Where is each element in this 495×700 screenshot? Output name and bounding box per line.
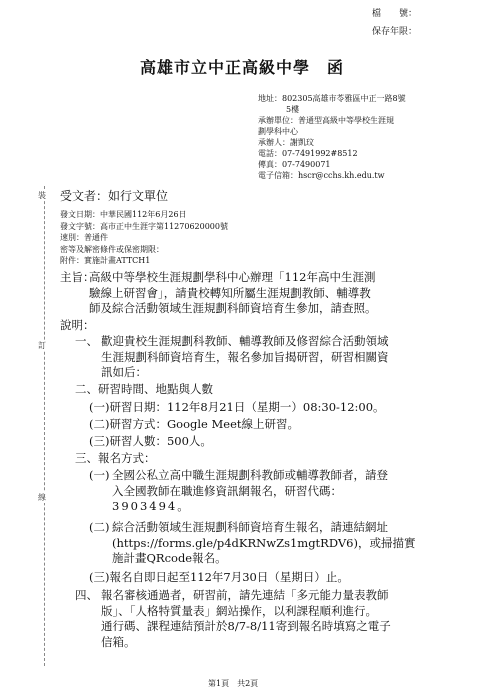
section-4-line: 報名審核通過者，研習前，請先連結「多元能力量表教師	[101, 588, 389, 602]
section-3-item-3: (三)報名自即日起至112年7月30日（星期日）止。	[89, 570, 349, 584]
section-3-item-2-line: 施計畫QRcode報名。	[112, 551, 227, 566]
file-number-label: 檔 號：	[372, 9, 418, 19]
subject-label: 主旨：	[60, 270, 95, 284]
section-3-item-1-text	[112, 468, 388, 515]
section-1-line: 歡迎貴校生涯規劃科教師、輔導教師及修習綜合活動領域	[101, 334, 389, 348]
contact-block	[258, 93, 406, 181]
section-3-item-1-line: 全國公私立高中職生涯規劃科教師或輔導教師者，請登	[112, 468, 388, 482]
speed: 速別：普通件	[60, 233, 108, 242]
section-3-item-1-line: 入全國教師在職進修資訊網報名，研習代碼：	[112, 483, 342, 498]
issue-date: 發文日期：中華民國112年6月26日	[60, 210, 187, 219]
section-4-text	[101, 588, 391, 650]
secrecy: 密等及解密條件或保密期限：	[60, 244, 164, 254]
section-3-heading: 三、報名方式：	[75, 451, 156, 465]
binding-line	[44, 186, 45, 666]
retention-label: 保存年限：	[372, 27, 418, 37]
section-3-item-2-label: (二)	[89, 520, 110, 534]
recipient: 受文者：如行文單位	[60, 189, 169, 203]
section-2-item-3: (三)研習人數：500人。	[89, 434, 212, 448]
section-2-item-1: (一)研習日期：112年8月21日（星期一）08:30-12:00。	[89, 400, 385, 414]
section-3-item-2-line: (https://forms.gle/p4dKRNwZs1mgtRDV6)，或掃描實	[112, 535, 416, 550]
subject-line: 師及綜合活動領域生涯規劃科師資培育生參加，請查照。	[89, 301, 377, 316]
section-4-line: 通行碼、課程連結預計於8/7-8/11寄到報名時填寫之電子	[101, 619, 391, 634]
section-3-item-2-line: 綜合活動領域生涯規劃科師資培育生報名，請連結網址	[112, 520, 388, 534]
page-footer: 第1頁 共2頁	[208, 679, 259, 688]
section-1-line: 生涯規劃科師資培育生，報名參加旨揭研習，研習相關資	[101, 349, 389, 364]
contact-address: 地址：802305高雄市苓雅區中正一路8號	[258, 94, 406, 103]
section-3-item-1-line: 3903494。	[112, 499, 191, 514]
contact-person: 承辦人：謝凱玟	[258, 138, 314, 147]
contact-email: 電子信箱：hscr@cchs.kh.edu.tw	[258, 171, 385, 180]
contact-dept: 承辦單位：普通型高級中等學校生涯規	[258, 116, 394, 125]
margin-mark-ding: 訂	[38, 341, 46, 350]
section-1-text	[101, 334, 389, 381]
margin-mark-xian: 線	[38, 493, 46, 502]
attachment: 附件：實施計畫ATTCH1	[60, 256, 151, 265]
section-2-item-2: (二)研習方式：Google Meet線上研習。	[89, 417, 300, 431]
section-4-line: 信箱。	[101, 634, 136, 649]
margin-mark-zhuang: 裝	[38, 191, 46, 200]
contact-address-cont: 5樓	[286, 105, 300, 114]
section-1-label: 一、	[75, 334, 98, 348]
explanation-label: 說明：	[60, 318, 95, 332]
section-1-line: 訊如后：	[101, 365, 147, 380]
section-3-item-2-text	[112, 520, 415, 567]
contact-phone: 電話：07-7491992#8512	[258, 149, 358, 158]
section-4-line: 版」、「人格特質量表」網站操作，以利課程順利進行。	[101, 603, 377, 618]
section-4-label: 四、	[75, 588, 98, 602]
meta-block	[60, 209, 228, 267]
subject-line: 高級中等學校生涯規劃學科中心辦理「112年高中生涯測	[89, 270, 376, 284]
subject-line: 驗線上研習會」，請貴校轉知所屬生涯規劃教師、輔導教	[89, 285, 371, 300]
document-title: 高雄市立中正高級中學 函	[140, 58, 345, 77]
contact-fax: 傳真：07-7490071	[258, 160, 331, 169]
subject-text	[89, 270, 377, 317]
reference-number: 發文字號：高市正中生涯字第11270620000號	[60, 221, 228, 231]
contact-dept-cont: 劃學科中心	[258, 127, 298, 136]
section-2-heading: 二、研習時間、地點與人數	[75, 382, 213, 396]
section-3-item-1-label: (一)	[89, 468, 110, 482]
